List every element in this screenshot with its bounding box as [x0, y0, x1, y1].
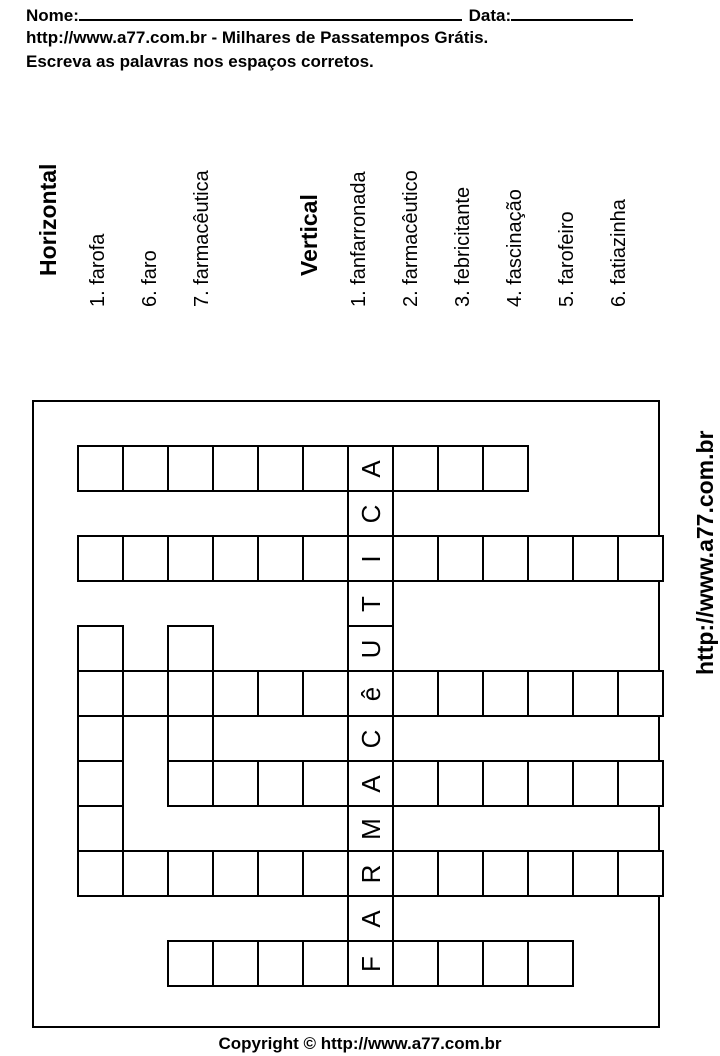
grid-cell[interactable] [347, 805, 394, 852]
grid-cell[interactable] [437, 445, 484, 492]
grid-cell[interactable] [77, 850, 124, 897]
grid-cell[interactable] [392, 850, 439, 897]
grid-cell[interactable] [437, 760, 484, 807]
grid-cell[interactable] [482, 445, 529, 492]
grid-cell[interactable] [482, 535, 529, 582]
horizontal-clue: 6. faro [139, 250, 161, 307]
grid-cell[interactable] [392, 760, 439, 807]
grid-letter: C [355, 504, 386, 523]
grid-cell[interactable] [77, 445, 124, 492]
grid-cell[interactable] [77, 670, 124, 717]
grid-cell[interactable] [167, 625, 214, 672]
grid-cell[interactable] [167, 670, 214, 717]
grid-cell[interactable] [527, 760, 574, 807]
grid-cell[interactable] [527, 940, 574, 987]
grid-cell[interactable] [77, 625, 124, 672]
grid-cell[interactable] [212, 445, 259, 492]
grid-cell[interactable] [302, 760, 349, 807]
grid-cell[interactable] [617, 535, 664, 582]
grid-letter: I [355, 554, 386, 563]
grid-cell[interactable] [122, 535, 169, 582]
grid-cell[interactable] [302, 535, 349, 582]
grid-cell[interactable] [482, 850, 529, 897]
horizontal-clue: 7. farmacêutica [191, 170, 213, 307]
grid-cell[interactable] [527, 670, 574, 717]
grid-cell[interactable] [347, 895, 394, 942]
date-blank[interactable] [511, 4, 633, 21]
grid-cell[interactable] [257, 850, 304, 897]
grid-letter: U [355, 639, 386, 658]
vertical-clue: 1. fanfarronada [348, 171, 370, 307]
date-label: Data: [468, 6, 512, 25]
grid-cell[interactable] [257, 760, 304, 807]
vertical-title: Vertical [296, 194, 322, 276]
grid-cell[interactable] [572, 535, 619, 582]
vertical-clue: 3. febricitante [452, 186, 474, 307]
grid-letter: ê [355, 686, 386, 701]
grid-cell[interactable] [437, 535, 484, 582]
grid-cell[interactable] [392, 670, 439, 717]
grid-cell[interactable] [257, 940, 304, 987]
grid-cell[interactable] [167, 760, 214, 807]
grid-cell[interactable] [392, 940, 439, 987]
grid-letter: A [355, 909, 386, 928]
grid-cell[interactable] [77, 760, 124, 807]
grid-cell[interactable] [302, 670, 349, 717]
grid-cell[interactable] [77, 715, 124, 762]
grid-cell[interactable] [77, 805, 124, 852]
vertical-clue: 2. farmacêutico [400, 170, 422, 307]
grid-cell[interactable] [482, 760, 529, 807]
grid-cell[interactable] [167, 940, 214, 987]
vertical-clue: 5. farofeiro [556, 211, 578, 307]
grid-cell[interactable] [617, 760, 664, 807]
horizontal-clue: 1. farofa [87, 233, 109, 307]
name-date-line [26, 4, 633, 26]
grid-cell[interactable] [212, 850, 259, 897]
site-line: http://www.a77.com.br - Milhares de Passatempos Grátis. [26, 28, 489, 47]
grid-cell[interactable] [257, 535, 304, 582]
horizontal-title: Horizontal [35, 163, 61, 276]
grid-cell[interactable] [437, 940, 484, 987]
grid-cell[interactable] [392, 535, 439, 582]
grid-cell[interactable] [572, 850, 619, 897]
grid-cell[interactable] [302, 445, 349, 492]
grid-cell[interactable] [527, 850, 574, 897]
grid-letter: A [355, 459, 386, 478]
grid-cell[interactable] [347, 760, 394, 807]
grid-cell[interactable] [212, 940, 259, 987]
grid-cell[interactable] [122, 445, 169, 492]
grid-cell[interactable] [392, 445, 439, 492]
grid-cell[interactable] [572, 760, 619, 807]
grid-cell[interactable] [482, 670, 529, 717]
grid-cell[interactable] [212, 535, 259, 582]
grid-cell[interactable] [167, 715, 214, 762]
grid-letter: M [355, 817, 386, 840]
grid-cell[interactable] [482, 940, 529, 987]
instructions: Escreva as palavras nos espaços corretos. [26, 52, 374, 71]
grid-cell[interactable] [257, 445, 304, 492]
grid-cell[interactable] [122, 670, 169, 717]
grid-cell[interactable] [167, 445, 214, 492]
grid-cell[interactable] [437, 670, 484, 717]
grid-cell[interactable] [347, 670, 394, 717]
grid-cell[interactable] [302, 940, 349, 987]
grid-cell[interactable] [347, 445, 394, 492]
grid-letter: A [355, 774, 386, 793]
grid-cell[interactable] [347, 535, 394, 582]
side-url: http://www.a77.com.br [692, 430, 718, 675]
grid-cell[interactable] [347, 940, 394, 987]
grid-cell[interactable] [347, 625, 394, 672]
grid-cell[interactable] [212, 760, 259, 807]
grid-letter: F [355, 955, 386, 972]
grid-cell[interactable] [347, 490, 394, 537]
grid-cell[interactable] [347, 850, 394, 897]
grid-cell[interactable] [257, 670, 304, 717]
vertical-clue: 4. fascinação [504, 189, 526, 307]
grid-cell[interactable] [77, 535, 124, 582]
grid-cell[interactable] [212, 670, 259, 717]
grid-cell[interactable] [347, 715, 394, 762]
grid-cell[interactable] [437, 850, 484, 897]
grid-cell[interactable] [527, 535, 574, 582]
grid-cell[interactable] [122, 850, 169, 897]
grid-letter: T [355, 595, 386, 612]
copyright: Copyright © http://www.a77.com.br [218, 1034, 502, 1053]
grid-cell[interactable] [617, 850, 664, 897]
grid-cell[interactable] [572, 670, 619, 717]
grid-cell[interactable] [617, 670, 664, 717]
vertical-clue: 6. fatiazinha [608, 199, 630, 307]
name-blank[interactable] [79, 4, 462, 21]
grid-cell[interactable] [302, 850, 349, 897]
grid-cell[interactable] [347, 580, 394, 627]
grid-cell[interactable] [167, 850, 214, 897]
name-label: Nome: [26, 6, 79, 25]
grid-letter: C [355, 729, 386, 748]
grid-cell[interactable] [167, 535, 214, 582]
grid-letter: R [355, 864, 386, 883]
